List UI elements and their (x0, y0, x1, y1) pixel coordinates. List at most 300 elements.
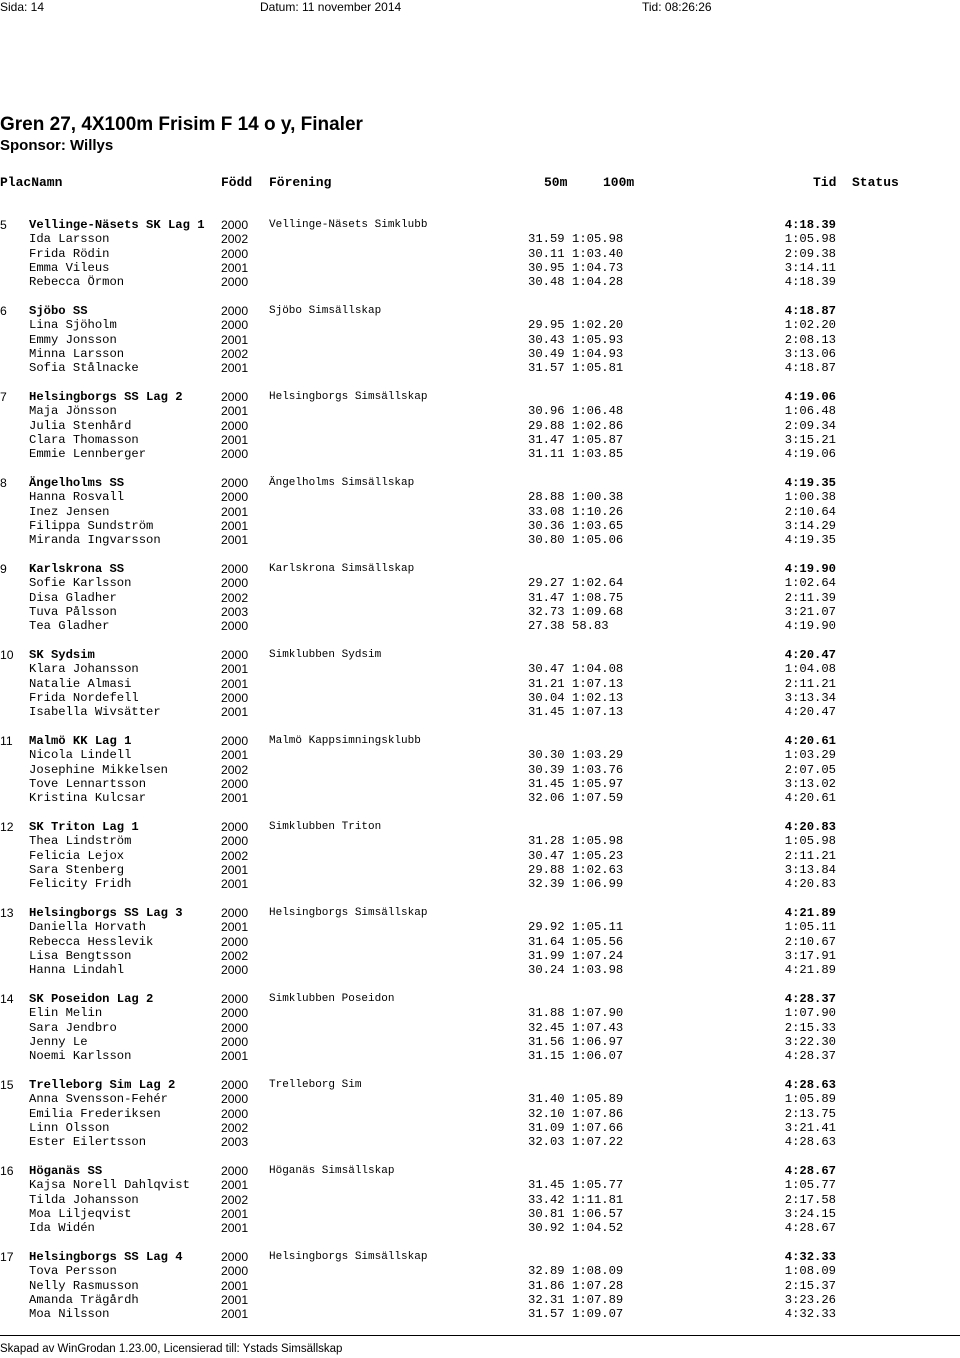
swimmer-row (0, 1092, 960, 1106)
swimmer-name: Klara Johansson (29, 662, 139, 677)
swimmer-born: 2001 (221, 1049, 249, 1064)
swimmer-row (0, 404, 960, 418)
swimmer-name: Isabella Wivsätter (29, 705, 161, 720)
column-header-forening: Förening (269, 175, 332, 190)
swimmer-row (0, 261, 960, 275)
swimmer-row (0, 361, 960, 375)
split-100m: 1:07.13 (572, 676, 624, 691)
swimmer-row (0, 1121, 960, 1135)
cumulative-time: 2:09.34 (784, 418, 836, 433)
split-50m: 33.08 (528, 504, 565, 519)
split-100m: 1:03.29 (572, 748, 624, 763)
split-50m: 29.27 (528, 576, 565, 591)
team-result (0, 820, 960, 906)
split-100m: 1:07.24 (572, 948, 624, 963)
cumulative-time: 2:11.39 (784, 590, 836, 605)
swimmer-born: 2000 (221, 1092, 249, 1107)
footer-divider (0, 1335, 960, 1336)
swimmer-born: 2003 (221, 604, 249, 619)
swimmer-name: Nicola Lindell (29, 748, 132, 763)
swimmer-born: 2002 (221, 1192, 249, 1207)
swimmer-name: Emmie Lennberger (29, 447, 147, 462)
team-club: Malmö Kappsimningsklubb (269, 735, 421, 747)
split-50m: 30.04 (528, 690, 565, 705)
split-100m: 1:10.26 (572, 504, 624, 519)
team-row (0, 1164, 960, 1178)
footer-credit: Skapad av WinGrodan 1.23.00, Licensierad till: Ystads Simsällskap (0, 1343, 343, 1355)
swimmer-born: 2001 (221, 1278, 249, 1293)
swimmer-row (0, 333, 960, 347)
swimmer-row (0, 877, 960, 891)
swimmer-row (0, 447, 960, 461)
split-100m: 1:07.90 (572, 1006, 624, 1021)
team-row (0, 906, 960, 920)
team-place: 5 (0, 218, 7, 232)
swimmer-name: Lina Sjöholm (29, 318, 117, 333)
swimmer-name: Nelly Rasmusson (29, 1278, 139, 1293)
swimmer-name: Sofie Karlsson (29, 576, 132, 591)
split-50m: 31.56 (528, 1034, 565, 1049)
split-100m: 1:04.52 (572, 1221, 624, 1236)
split-100m: 1:03.76 (572, 762, 624, 777)
split-100m: 1:02.63 (572, 862, 624, 877)
swimmer-born: 2001 (221, 920, 249, 935)
swimmer-row (0, 920, 960, 934)
swimmer-name: Kristina Kulcsar (29, 791, 147, 806)
split-50m: 31.88 (528, 1006, 565, 1021)
swimmer-born: 2000 (221, 963, 249, 978)
split-100m: 1:05.89 (572, 1092, 624, 1107)
split-50m: 29.95 (528, 318, 565, 333)
team-club: Karlskrona Simsällskap (269, 563, 415, 575)
team-name: Karlskrona SS (29, 562, 125, 576)
results-list (0, 218, 960, 1336)
swimmer-born: 2001 (221, 877, 249, 892)
team-club: Helsingborgs Simsällskap (269, 907, 428, 919)
swimmer-row (0, 1193, 960, 1207)
team-result (0, 906, 960, 992)
cumulative-time: 2:10.64 (784, 504, 836, 519)
column-header-50m: 50m (544, 175, 568, 190)
team-result (0, 476, 960, 562)
cumulative-time: 4:28.63 (784, 1135, 836, 1150)
split-50m: 31.28 (528, 834, 565, 849)
team-name: Ängelholms SS (29, 476, 125, 490)
split-50m: 31.64 (528, 934, 565, 949)
cumulative-time: 1:06.48 (784, 404, 836, 419)
swimmer-row (0, 705, 960, 719)
split-50m: 30.47 (528, 662, 565, 677)
swimmer-born: 2001 (221, 1206, 249, 1221)
split-100m: 1:02.64 (572, 576, 624, 591)
split-100m: 1:07.28 (572, 1278, 624, 1293)
swimmer-born: 2002 (221, 590, 249, 605)
cumulative-time: 2:13.75 (784, 1106, 836, 1121)
split-50m: 32.03 (528, 1135, 565, 1150)
cumulative-time: 1:02.20 (784, 318, 836, 333)
split-100m: 1:05.81 (572, 361, 624, 376)
team-row (0, 734, 960, 748)
cumulative-time: 4:18.87 (784, 361, 836, 376)
cumulative-time: 3:13.84 (784, 862, 836, 877)
swimmer-born: 2000 (221, 776, 249, 791)
split-50m: 31.15 (528, 1049, 565, 1064)
swimmer-name: Maja Jönsson (29, 404, 117, 419)
column-header-tid: Tid (813, 175, 837, 190)
team-born: 2000 (221, 1164, 249, 1178)
split-100m: 1:05.06 (572, 533, 624, 548)
swimmer-name: Disa Gladher (29, 590, 117, 605)
swimmer-name: Daniella Horvath (29, 920, 147, 935)
team-born: 2000 (221, 562, 249, 576)
team-name: Höganäs SS (29, 1164, 103, 1178)
team-place: 17 (0, 1250, 14, 1264)
split-50m: 30.48 (528, 275, 565, 290)
split-50m: 31.47 (528, 590, 565, 605)
swimmer-row (0, 834, 960, 848)
swimmer-name: Rebecca Hesslevik (29, 934, 154, 949)
cumulative-time: 4:19.06 (784, 447, 836, 462)
team-born: 2000 (221, 992, 249, 1006)
split-100m: 1:07.66 (572, 1120, 624, 1135)
swimmer-row (0, 935, 960, 949)
swimmer-row (0, 1021, 960, 1035)
swimmer-name: Moa Nilsson (29, 1307, 110, 1322)
swimmer-name: Ester Eilertsson (29, 1135, 147, 1150)
swimmer-name: Sara Stenberg (29, 862, 125, 877)
swimmer-born: 2002 (221, 948, 249, 963)
split-50m: 31.09 (528, 1120, 565, 1135)
team-born: 2000 (221, 218, 249, 232)
split-50m: 32.06 (528, 791, 565, 806)
swimmer-born: 2001 (221, 260, 249, 275)
swimmer-row (0, 662, 960, 676)
swimmer-born: 2001 (221, 791, 249, 806)
page-header (0, 0, 960, 14)
team-place: 6 (0, 304, 7, 318)
team-row (0, 1250, 960, 1264)
split-100m: 1:08.75 (572, 590, 624, 605)
swimmer-name: Jenny Le (29, 1034, 88, 1049)
team-name: SK Poseidon Lag 2 (29, 992, 154, 1006)
split-100m: 1:07.13 (572, 705, 624, 720)
cumulative-time: 1:07.90 (784, 1006, 836, 1021)
team-time: 4:20.61 (784, 734, 836, 748)
swimmer-name: Felicia Lejox (29, 848, 125, 863)
cumulative-time: 3:22.30 (784, 1034, 836, 1049)
split-100m: 1:07.59 (572, 791, 624, 806)
cumulative-time: 3:13.06 (784, 346, 836, 361)
swimmer-born: 2000 (221, 834, 249, 849)
swimmer-row (0, 533, 960, 547)
swimmer-born: 2002 (221, 1120, 249, 1135)
split-100m: 1:11.81 (572, 1192, 624, 1207)
team-row (0, 992, 960, 1006)
swimmer-row (0, 347, 960, 361)
split-50m: 31.11 (528, 447, 565, 462)
column-header-fodd: Född (221, 175, 253, 190)
swimmer-name: Julia Stenhård (29, 418, 132, 433)
swimmer-born: 2002 (221, 848, 249, 863)
split-100m: 1:07.43 (572, 1020, 624, 1035)
split-50m: 31.45 (528, 705, 565, 720)
split-100m: 1:07.86 (572, 1106, 624, 1121)
split-50m: 30.49 (528, 346, 565, 361)
swimmer-name: Ida Widén (29, 1221, 95, 1236)
split-50m: 31.59 (528, 232, 565, 247)
swimmer-row (0, 1049, 960, 1063)
team-born: 2000 (221, 648, 249, 662)
swimmer-row (0, 605, 960, 619)
team-born: 2000 (221, 1250, 249, 1264)
split-100m: 1:03.98 (572, 963, 624, 978)
swimmer-row (0, 791, 960, 805)
split-100m: 1:03.65 (572, 518, 624, 533)
cumulative-time: 4:20.83 (784, 877, 836, 892)
swimmer-born: 2000 (221, 934, 249, 949)
team-result (0, 734, 960, 820)
swimmer-name: Noemi Karlsson (29, 1049, 132, 1064)
cumulative-time: 3:13.34 (784, 690, 836, 705)
team-name: Malmö KK Lag 1 (29, 734, 132, 748)
team-time: 4:19.90 (784, 562, 836, 576)
split-50m: 29.92 (528, 920, 565, 935)
swimmer-name: Elin Melin (29, 1006, 103, 1021)
team-place: 15 (0, 1078, 14, 1092)
split-50m: 28.88 (528, 490, 565, 505)
team-time: 4:18.87 (784, 304, 836, 318)
swimmer-born: 2001 (221, 1221, 249, 1236)
team-result (0, 1078, 960, 1164)
swimmer-row (0, 1207, 960, 1221)
cumulative-time: 3:21.41 (784, 1120, 836, 1135)
swimmer-born: 2001 (221, 862, 249, 877)
swimmer-name: Moa Liljeqvist (29, 1206, 132, 1221)
split-100m: 1:03.85 (572, 447, 624, 462)
team-name: Vellinge-Näsets SK Lag 1 (29, 218, 205, 232)
team-name: SK Sydsim (29, 648, 95, 662)
swimmer-name: Clara Thomasson (29, 432, 139, 447)
cumulative-time: 3:13.02 (784, 776, 836, 791)
swimmer-name: Natalie Almasi (29, 676, 132, 691)
split-50m: 32.89 (528, 1264, 565, 1279)
swimmer-born: 2001 (221, 432, 249, 447)
cumulative-time: 1:00.38 (784, 490, 836, 505)
team-time: 4:19.06 (784, 390, 836, 404)
split-50m: 29.88 (528, 862, 565, 877)
split-50m: 30.36 (528, 518, 565, 533)
swimmer-name: Anna Svensson-Fehér (29, 1092, 168, 1107)
team-name: Sjöbo SS (29, 304, 88, 318)
page-number: Sida: 14 (0, 0, 45, 14)
cumulative-time: 4:19.35 (784, 533, 836, 548)
split-50m: 31.57 (528, 361, 565, 376)
swimmer-born: 2000 (221, 418, 249, 433)
swimmer-name: Tove Lennartsson (29, 776, 147, 791)
swimmer-row (0, 1035, 960, 1049)
team-row (0, 218, 960, 232)
split-100m: 1:06.97 (572, 1034, 624, 1049)
cumulative-time: 1:05.89 (784, 1092, 836, 1107)
column-header-row (0, 175, 960, 191)
split-50m: 30.47 (528, 848, 565, 863)
cumulative-time: 1:05.98 (784, 232, 836, 247)
swimmer-born: 2002 (221, 232, 249, 247)
cumulative-time: 1:05.11 (784, 920, 836, 935)
cumulative-time: 1:03.29 (784, 748, 836, 763)
swimmer-born: 2003 (221, 1135, 249, 1150)
split-50m: 29.88 (528, 418, 565, 433)
split-100m: 1:07.89 (572, 1292, 624, 1307)
swimmer-born: 2002 (221, 762, 249, 777)
cumulative-time: 2:09.38 (784, 246, 836, 261)
swimmer-row (0, 949, 960, 963)
cumulative-time: 1:04.08 (784, 662, 836, 677)
split-100m: 1:02.86 (572, 418, 624, 433)
split-50m: 31.86 (528, 1278, 565, 1293)
swimmer-name: Tuva Pålsson (29, 604, 117, 619)
split-100m: 1:06.99 (572, 877, 624, 892)
cumulative-time: 2:10.67 (784, 934, 836, 949)
team-born: 2000 (221, 304, 249, 318)
swimmer-row (0, 1307, 960, 1321)
team-time: 4:28.67 (784, 1164, 836, 1178)
team-club: Sjöbo Simsällskap (269, 305, 382, 317)
swimmer-born: 2001 (221, 662, 249, 677)
cumulative-time: 3:21.07 (784, 604, 836, 619)
swimmer-row (0, 247, 960, 261)
swimmer-name: Frida Nordefell (29, 690, 139, 705)
swimmer-born: 2001 (221, 748, 249, 763)
split-100m: 1:03.40 (572, 246, 624, 261)
swimmer-row (0, 1006, 960, 1020)
team-club: Vellinge-Näsets Simklubb (269, 219, 428, 231)
swimmer-row (0, 419, 960, 433)
event-title: Gren 27, 4X100m Frisim F 14 o y, Finaler (0, 114, 363, 135)
team-row (0, 1078, 960, 1092)
team-result (0, 992, 960, 1078)
team-result (0, 304, 960, 390)
swimmer-row (0, 519, 960, 533)
swimmer-row (0, 1221, 960, 1235)
team-born: 2000 (221, 906, 249, 920)
swimmer-row (0, 591, 960, 605)
swimmer-row (0, 318, 960, 332)
team-place: 10 (0, 648, 14, 662)
split-100m: 1:05.98 (572, 834, 624, 849)
cumulative-time: 4:19.90 (784, 619, 836, 634)
cumulative-time: 1:05.98 (784, 834, 836, 849)
team-time: 4:32.33 (784, 1250, 836, 1264)
swimmer-name: Filippa Sundström (29, 518, 154, 533)
swimmer-name: Ida Larsson (29, 232, 110, 247)
team-club: Simklubben Poseidon (269, 993, 395, 1005)
swimmer-row (0, 1293, 960, 1307)
split-50m: 30.30 (528, 748, 565, 763)
cumulative-time: 3:14.29 (784, 518, 836, 533)
split-50m: 27.38 (528, 619, 565, 634)
swimmer-row (0, 1178, 960, 1192)
swimmer-name: Hanna Rosvall (29, 490, 125, 505)
team-place: 13 (0, 906, 14, 920)
split-50m: 31.57 (528, 1307, 565, 1322)
swimmer-born: 2001 (221, 504, 249, 519)
team-born: 2000 (221, 476, 249, 490)
swimmer-row (0, 691, 960, 705)
swimmer-row (0, 433, 960, 447)
team-place: 7 (0, 390, 7, 404)
swimmer-row (0, 748, 960, 762)
split-100m: 1:04.28 (572, 275, 624, 290)
team-club: Helsingborgs Simsällskap (269, 1251, 428, 1263)
team-name: Helsingborgs SS Lag 3 (29, 906, 183, 920)
cumulative-time: 4:28.37 (784, 1049, 836, 1064)
swimmer-name: Tova Persson (29, 1264, 117, 1279)
swimmer-born: 2001 (221, 676, 249, 691)
split-50m: 30.24 (528, 963, 565, 978)
swimmer-name: Emilia Frederiksen (29, 1106, 161, 1121)
cumulative-time: 3:23.26 (784, 1292, 836, 1307)
cumulative-time: 4:20.61 (784, 791, 836, 806)
split-100m: 1:05.23 (572, 848, 624, 863)
team-place: 16 (0, 1164, 14, 1178)
split-50m: 31.99 (528, 948, 565, 963)
swimmer-born: 2001 (221, 1292, 249, 1307)
cumulative-time: 2:15.33 (784, 1020, 836, 1035)
cumulative-time: 2:07.05 (784, 762, 836, 777)
team-time: 4:20.83 (784, 820, 836, 834)
team-name: Helsingborgs SS Lag 4 (29, 1250, 183, 1264)
split-100m: 1:06.07 (572, 1049, 624, 1064)
team-row (0, 390, 960, 404)
split-100m: 1:05.93 (572, 332, 624, 347)
team-time: 4:28.63 (784, 1078, 836, 1092)
cumulative-time: 2:17.58 (784, 1192, 836, 1207)
swimmer-name: Tilda Johansson (29, 1192, 139, 1207)
swimmer-row (0, 576, 960, 590)
team-name: Trelleborg Sim Lag 2 (29, 1078, 176, 1092)
team-time: 4:20.47 (784, 648, 836, 662)
swimmer-born: 2000 (221, 447, 249, 462)
split-100m: 1:00.38 (572, 490, 624, 505)
split-50m: 32.73 (528, 604, 565, 619)
swimmer-name: Felicity Fridh (29, 877, 132, 892)
swimmer-born: 2000 (221, 1264, 249, 1279)
team-time: 4:18.39 (784, 218, 836, 232)
cumulative-time: 2:11.21 (784, 676, 836, 691)
team-name: SK Triton Lag 1 (29, 820, 139, 834)
team-place: 9 (0, 562, 7, 576)
team-result (0, 562, 960, 648)
split-100m: 1:05.77 (572, 1178, 624, 1193)
team-place: 8 (0, 476, 7, 490)
swimmer-born: 2001 (221, 518, 249, 533)
team-result (0, 1164, 960, 1250)
split-100m: 1:09.07 (572, 1307, 624, 1322)
cumulative-time: 4:21.89 (784, 963, 836, 978)
swimmer-name: Inez Jensen (29, 504, 110, 519)
swimmer-row (0, 1264, 960, 1278)
team-time: 4:28.37 (784, 992, 836, 1006)
split-100m: 1:06.48 (572, 404, 624, 419)
swimmer-row (0, 763, 960, 777)
swimmer-born: 2000 (221, 318, 249, 333)
team-row (0, 476, 960, 490)
column-header-placnamn: PlacNamn (0, 175, 63, 190)
swimmer-name: Miranda Ingvarsson (29, 533, 161, 548)
swimmer-row (0, 863, 960, 877)
split-50m: 30.39 (528, 762, 565, 777)
